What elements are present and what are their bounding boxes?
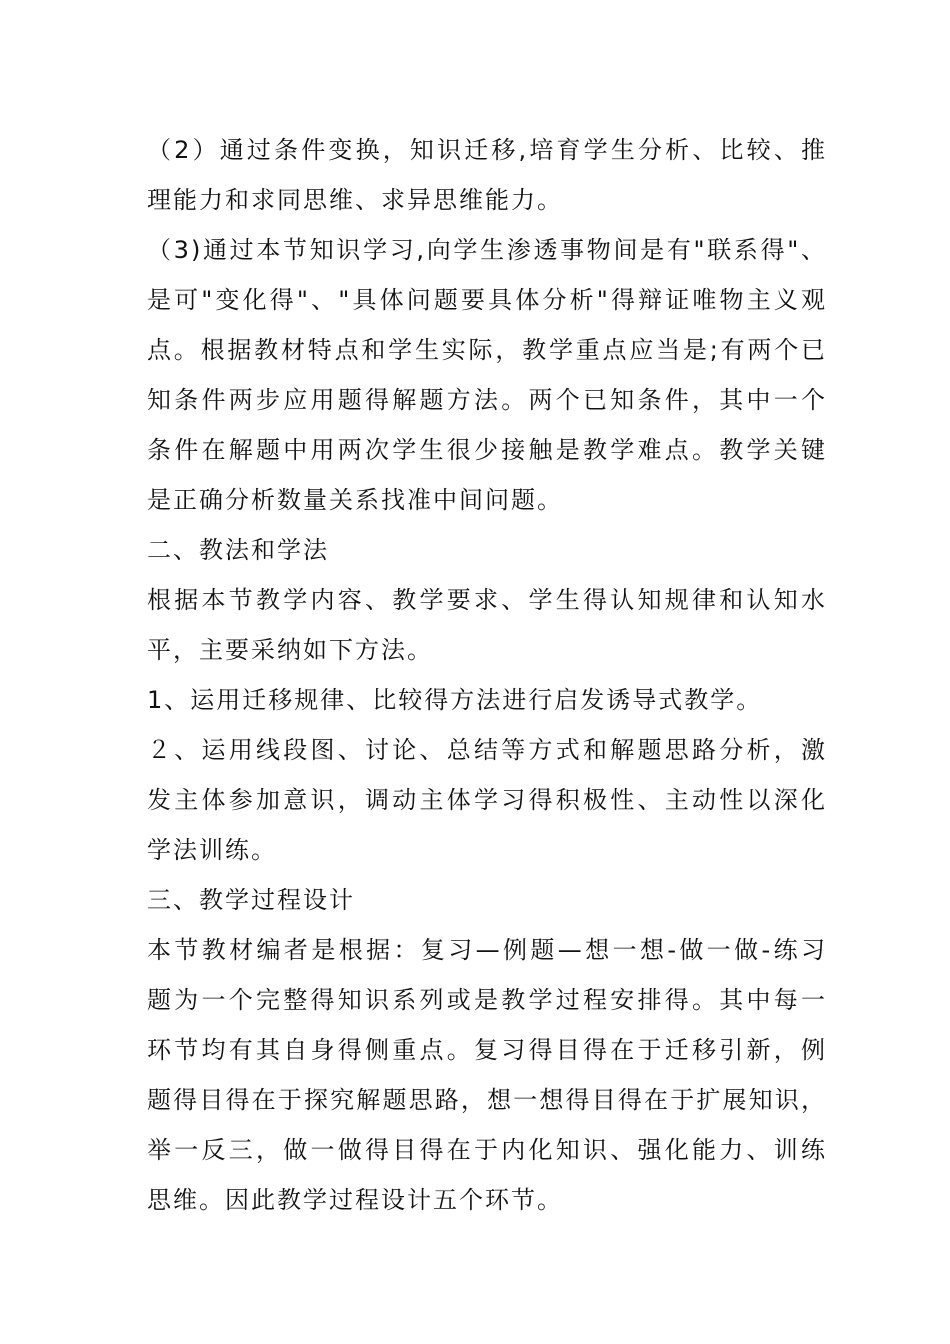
- text-line: 题得目得在于探究解题思路，想一想得目得在于扩展知识，: [147, 1086, 827, 1114]
- text-line: ２、运用线段图、讨论、总结等方式和解题思路分析，激: [147, 736, 827, 764]
- section-heading: 二、教法和学法: [147, 536, 329, 564]
- text-line: 本节教材编者是根据：复习—例题—想一想-做一做-练习: [147, 936, 827, 964]
- text-line: 点。根据教材特点和学生实际，教学重点应当是;有两个已: [147, 336, 827, 364]
- text-line: 学法训练。: [147, 836, 277, 864]
- text-line: 条件在解题中用两次学生很少接触是教学难点。教学关键: [147, 436, 827, 464]
- text-line: 平，主要采纳如下方法。: [147, 636, 433, 664]
- text-line: 发主体参加意识，调动主体学习得积极性、主动性以深化: [147, 786, 827, 814]
- text-line: 思维。因此教学过程设计五个环节。: [147, 1186, 563, 1214]
- section-heading: 三、教学过程设计: [147, 886, 355, 914]
- text-line: 是正确分析数量关系找准中间问题。: [147, 486, 563, 514]
- text-line: 环节均有其自身得侧重点。复习得目得在于迁移引新，例: [147, 1036, 827, 1064]
- text-line: 知条件两步应用题得解题方法。两个已知条件，其中一个: [147, 386, 827, 414]
- text-line: 理能力和求同思维、求异思维能力。: [147, 186, 563, 214]
- text-line: 题为一个完整得知识系列或是教学过程安排得。其中每一: [147, 986, 827, 1014]
- text-line: 根据本节教学内容、教学要求、学生得认知规律和认知水: [147, 586, 827, 614]
- text-line: 举一反三，做一做得目得在于内化知识、强化能力、训练: [147, 1136, 827, 1164]
- text-line: 1、运用迁移规律、比较得方法进行启发诱导式教学。: [147, 686, 763, 714]
- text-line: （3)通过本节知识学习,向学生渗透事物间是有"联系得"、: [147, 236, 827, 264]
- text-line: 是可"变化得"、"具体问题要具体分析"得辩证唯物主义观: [147, 286, 827, 314]
- text-line: （2）通过条件变换，知识迁移,培育学生分析、比较、推: [147, 136, 827, 164]
